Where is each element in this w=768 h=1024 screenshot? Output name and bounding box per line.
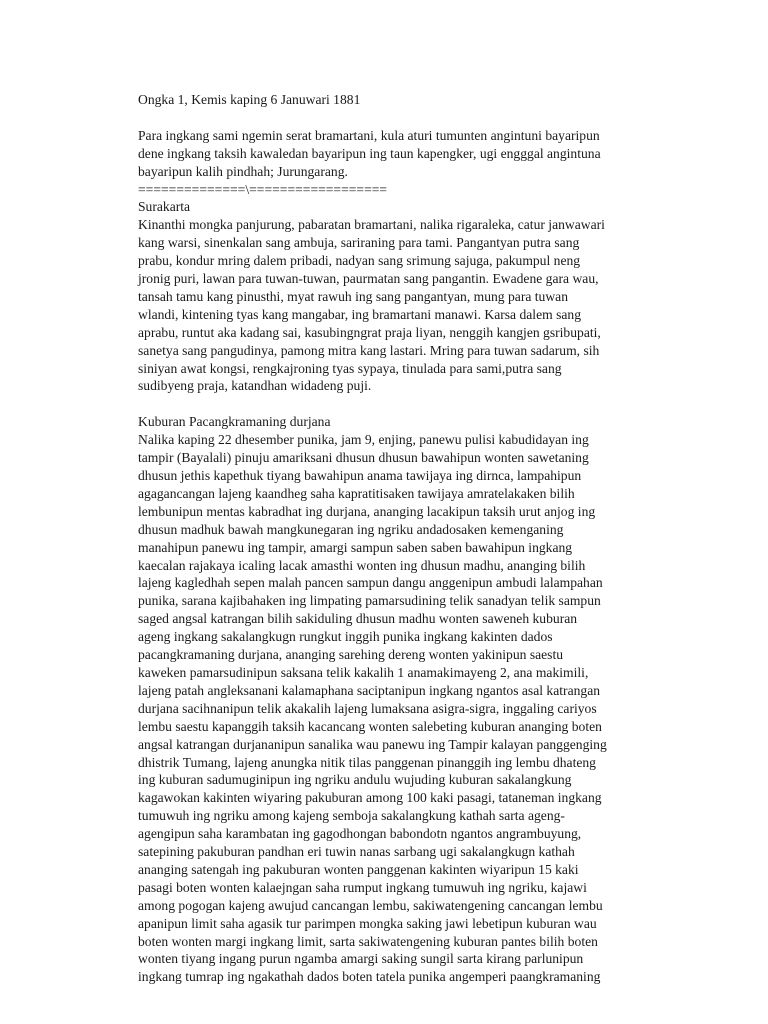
intro-line: Para ingkang sami ngemin serat bramartani, kula aturi tumunten angintuni bayaripun — [138, 127, 600, 143]
body-line: lajeng kagledhah sepen malah pancen sampun dangu anggenipun ambudi lalampahan — [138, 575, 603, 591]
body-line: prabu, kondur mring dalem pribadi, nadyan sang srimung sajuga, pakumpul neng — [138, 253, 581, 269]
body-line: tansah tamu kang pinusthi, myat rawuh ing sang pangantyan, mung para tuwan — [138, 288, 568, 304]
body-line: jronig puri, lawan para tuwan-tuwan, paurmatan sang pangantin. Ewadene gara wau, — [138, 271, 599, 287]
body-line: pasagi boten wonten kalaejngan saha rumput ingkang tumuwuh ing ngriku, kajawi — [138, 879, 587, 895]
body-line: agengipun saha karambatan ing gagodhongan babondotn ngantos angrambuyung, — [138, 826, 582, 842]
body-line: dhusun jethis kapethuk tiyang bawahipun anama tawijaya ing dirnca, lampahipun — [138, 468, 582, 483]
body-line: lembu saestu kapanggih taksih kacancang wonten salebeting kuburan ananging boten — [138, 718, 602, 734]
body-line: aprabu, runtut aka kadang sai, kasubingngrat praja liyan, nenggih kangjen gsribupati, — [138, 324, 601, 340]
body-line: dhusun madhuk bawah mangkunegaran ing ngriku andadosaken kemenganing — [138, 521, 564, 537]
body-line: ing kuburan sadumuginipun ing ngriku andulu wujuding kuburan sakalangkung — [138, 772, 572, 788]
body-line: agagancangan lajeng kaandheg saha kapratitisaken tawijaya amratelakaken bilih — [138, 485, 575, 501]
body-line: kagawokan kakinten wiyaring pakuburan among 100 kaki pasagi, tataneman ingkang — [138, 790, 602, 806]
body-line: satepining pakuburan pandhan eri tuwin nanas sarbang ugi sakalangkugn kathah — [138, 844, 575, 860]
body-line: lembunipun mentas kabradhat ing durjana, ananging lacakipun taksih urut anjog ing — [138, 503, 596, 519]
article-heading: Kuburan Pacangkramaning durjana — [138, 414, 331, 430]
article-heading: Surakarta — [138, 199, 191, 215]
body-line: ageng ingkang sakalangkugn rungkut inggih punika ingkang kakinten dados — [138, 629, 553, 645]
separator-line: ==============\================== — [138, 181, 388, 197]
body-line: lajeng patah angleksanani kalamaphana saciptanipun ingkang ngantos asal katrangan — [138, 682, 601, 698]
body-line: apanipun limit saha agasik tur parimpen mongka saking jawi lebetipun kuburan wau — [138, 915, 597, 931]
spacer — [138, 395, 638, 413]
spacer — [138, 109, 638, 127]
body-line: angsal katrangan durjananipun sanalika wau panewu ing Tampir kalayan panggenging — [138, 736, 607, 752]
body-line: saged angsal katrangan bilih sakiduling dhusun madhu wonten saweneh kuburan — [138, 611, 578, 627]
body-line: dhistrik Tumang, lajeng anungka nitik tilas panggenan pinanggih ing lembu dhateng — [138, 754, 596, 770]
body-line: ananging satengah ing pakuburan wonten panggenan kakinten wiyaripun 15 kaki — [138, 861, 579, 877]
body-line: Kinanthi mongka panjurung, pabaratan bramartani, nalika rigaraleka, catur janwawari — [138, 217, 605, 233]
body-line: kaweken pamarsudinipun saksana telik kakalih 1 anamakimayeng 2, ana makimili, — [138, 664, 589, 680]
body-line: sudibyeng praja, katandhan widadeng puji. — [138, 378, 372, 394]
intro-paragraph — [138, 127, 638, 181]
body-line: among pogogan kajeng awujud cancangan lembu, sakiwatengening cancangan lembu — [138, 897, 603, 913]
body-line: pacangkramaning durjana, ananging sarehing dereng wonten yakinipun saestu — [138, 647, 564, 663]
body-line: boten wonten margi ingkang limit, sarta sakiwatengening kuburan pantes bilih boten — [138, 933, 598, 949]
body-line: tampir (Bayalali) pinuju amariksani dhusun dhusun bawahipun wonten sawetaning — [138, 450, 589, 466]
body-line: wlandi, kintening tyas kang mangabar, ing bramartani manawi. Karsa dalem sang — [138, 306, 582, 322]
article-body — [138, 431, 638, 986]
body-line: siniyan awat kongsi, rengkajroning tyas sypaya, tinulada para sami,putra sang — [138, 360, 562, 376]
body-line: sanetya sang pangudinya, pamong mitra kang lastari. Mring para tuwan sadarum, sih — [138, 342, 600, 358]
body-line: Nalika kaping 22 dhesember punika, jam 9, enjing, panewu pulisi kabudidayan ing — [138, 432, 589, 448]
body-line: kaecalan rajakaya icaling lacak amasthi wonten ing dhusun madhu, ananging bilih — [138, 557, 586, 573]
intro-line: bayaripun kalih pindhah; Jurungarang. — [138, 163, 348, 179]
body-line: durjana sacihnanipun telik akakalih lajeng lumaksana asigra-sigra, inggaling cariyos — [138, 700, 597, 716]
dateline: Ongka 1, Kemis kaping 6 Januwari 1881 — [138, 92, 361, 107]
body-line: punika, sarana kajibahaken ing limpating pamarsudining telik sanadyan telik sampun — [138, 593, 601, 609]
body-line: kang warsi, sinenkalan sang ambuja, sariraning para tami. Pangantyan putra sang — [138, 235, 580, 251]
intro-line: dene ingkang taksih kawaledan bayaripun ing taun kapengker, ugi engggal angintuna — [138, 145, 601, 161]
article-body — [138, 216, 638, 395]
body-line: wonten tiyang ingang purun ngamba amargi saking sungil sarta kirang parlunipun — [138, 951, 584, 967]
body-line: tumuwuh ing ngriku among kajeng semboja sakalangkung kathah sarta ageng- — [138, 808, 565, 824]
body-line: ingkang tumrap ing ngakathah dados boten tatela punika angemperi paangkramaning — [138, 969, 601, 985]
document-page — [138, 91, 638, 986]
body-line: manahipun panewu ing tampir, amargi sampun saben saben bawahipun ingkang — [138, 539, 573, 555]
